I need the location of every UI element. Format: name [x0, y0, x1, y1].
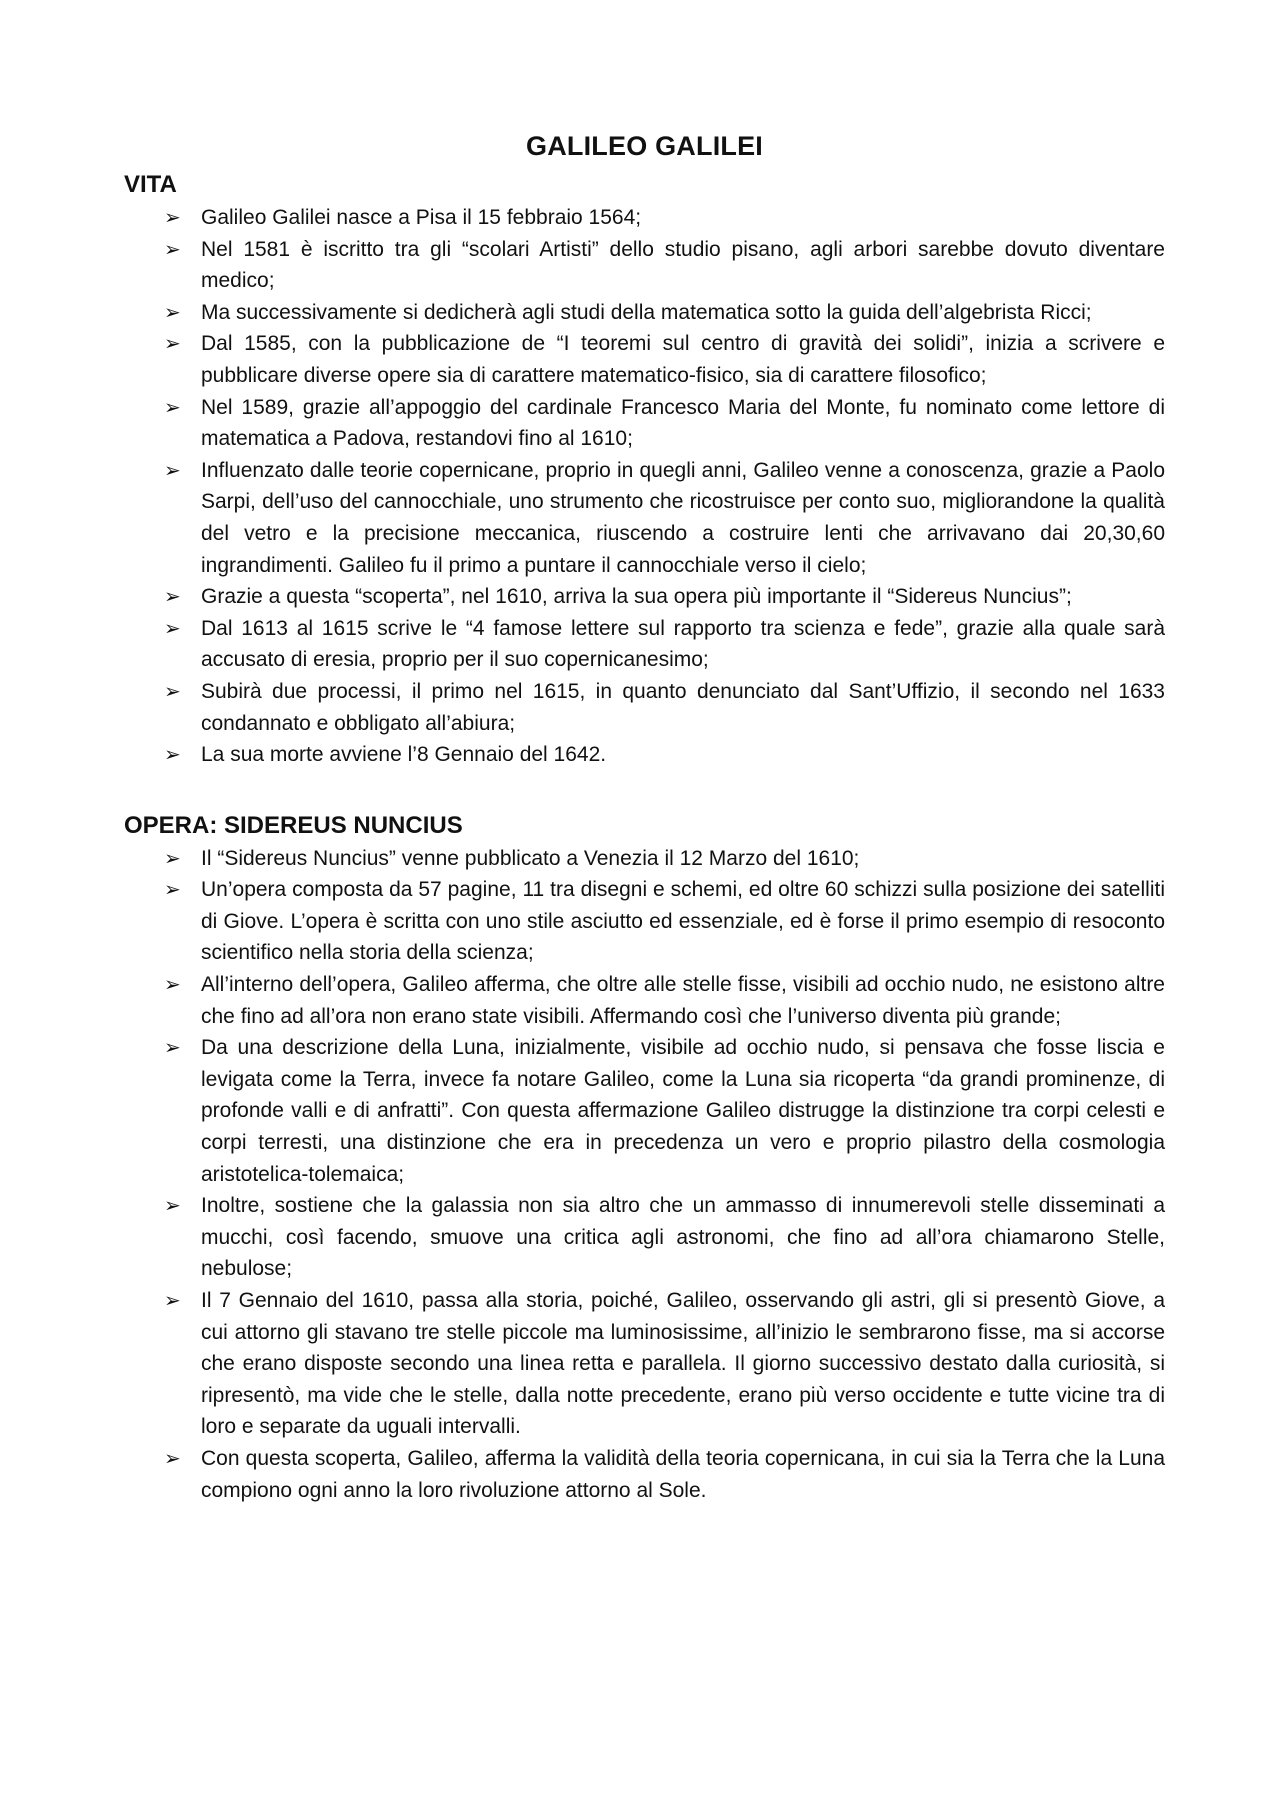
arrowhead-bullet-icon: ➢ [164, 972, 181, 997]
list-item [124, 1032, 1165, 1190]
bullet-list-opera [124, 843, 1165, 1506]
arrowhead-bullet-icon: ➢ [164, 1035, 181, 1060]
arrowhead-bullet-icon: ➢ [164, 394, 181, 419]
list-item-text: All’interno dell’opera, Galileo afferma, che oltre alle stelle fisse, visibili ad occhio nudo, ne esistono altre che fino ad all’ora non erano state visibili. Affermando così che l’universo diventa più grande; [201, 973, 1165, 1028]
list-item-text: La sua morte avviene l’8 Gennaio del 1642. [201, 743, 607, 767]
list-item-text: Il “Sidereus Nuncius” venne pubblicato a Venezia il 12 Marzo del 1610; [201, 846, 860, 870]
list-item-text: Il 7 Gennaio del 1610, passa alla storia, poiché, Galileo, osservando gli astri, gli si presentò Giove, a cui attorno gli stavano tre stelle piccole ma luminosissime, all’inizio le sembrarono fisse, ma si accorse che erano disposte secondo una linea retta e parallela. Il giorno successivo destato dalla curiosità, si ripresentò, ma vide che le stelle, dalla notte precedente, erano più verso occidente e tutte vicine tra di loro e separate da uguali intervalli. [201, 1289, 1165, 1439]
list-item-text: Dal 1613 al 1615 scrive le “4 famose lettere sul rapporto tra scienza e fede”, grazie alla quale sarà accusato di eresia, proprio per il suo copernicanesimo; [201, 616, 1165, 672]
arrowhead-bullet-icon: ➢ [164, 584, 181, 609]
list-item [124, 455, 1165, 581]
bullet-list-vita [124, 202, 1165, 771]
list-item [124, 1443, 1165, 1506]
list-item-text: Nel 1581 è iscritto tra gli “scolari Artisti” dello studio pisano, agli arbori sarebbe dovuto diventare medico; [201, 237, 1165, 293]
section-heading-opera: OPERA: SIDEREUS NUNCIUS [124, 811, 463, 839]
list-item [124, 202, 1165, 234]
list-item-text: Galileo Galilei nasce a Pisa il 15 febbraio 1564; [201, 206, 642, 229]
arrowhead-bullet-icon: ➢ [164, 236, 181, 261]
list-item-text: Ma successivamente si dedicherà agli studi della matematica sotto la guida dell’algebrista Ricci; [201, 300, 1092, 324]
list-item [124, 1190, 1165, 1285]
list-item [124, 676, 1165, 739]
list-item-text: Da una descrizione della Luna, inizialmente, visibile ad occhio nudo, si pensava che fosse liscia e levigata come la Terra, invece fa notare Galileo, come la Luna sia ricoperta “da grandi prominenze, di profonde valli e di anfratti”. Con questa affermazione Galileo distrugge la distinzione tra corpi celesti e corpi terresti, una distinzione che era in precedenza un vero e proprio pilastro della cosmologia aristotelica-tolemaica; [201, 1036, 1165, 1186]
arrowhead-bullet-icon: ➢ [164, 205, 181, 229]
list-item [124, 1285, 1165, 1443]
list-item [124, 969, 1165, 1032]
list-item [124, 328, 1165, 391]
section-heading-vita: VITA [124, 171, 177, 198]
list-item [124, 874, 1165, 969]
arrowhead-bullet-icon: ➢ [164, 457, 181, 482]
arrowhead-bullet-icon: ➢ [164, 1445, 181, 1470]
list-item [124, 581, 1165, 613]
arrowhead-bullet-icon: ➢ [164, 299, 181, 324]
document-title: GALILEO GALILEI [526, 131, 763, 161]
list-item-text: Dal 1585, con la pubblicazione de “I teoremi sul centro di gravità dei solidi”, inizia a scrivere e pubblicare diverse opere sia di carattere matematico-fisico, sia di carattere filosofico; [201, 332, 1165, 387]
list-item-text: Grazie a questa “scoperta”, nel 1610, arriva la sua opera più importante il “Sidereus Nuncius”; [201, 585, 1072, 609]
list-item-text: Con questa scoperta, Galileo, afferma la validità della teoria copernicana, in cui sia la Terra che la Luna compiono ogni anno la loro rivoluzione attorno al Sole. [201, 1446, 1165, 1502]
arrowhead-bullet-icon: ➢ [164, 742, 181, 767]
arrowhead-bullet-icon: ➢ [164, 1288, 181, 1312]
arrowhead-bullet-icon: ➢ [164, 845, 181, 870]
list-item [124, 234, 1165, 297]
arrowhead-bullet-icon: ➢ [164, 331, 181, 356]
list-item [124, 843, 1165, 875]
list-item [124, 739, 1165, 771]
arrowhead-bullet-icon: ➢ [164, 1193, 181, 1218]
arrowhead-bullet-icon: ➢ [164, 877, 181, 902]
list-item [124, 392, 1165, 455]
list-item-text: Influenzato dalle teorie copernicane, proprio in quegli anni, Galileo venne a conoscenza, grazie a Paolo Sarpi, dell’uso del cannocchiale, uno strumento che ricostruisce per conto suo, migliorandone la qualità del vetro e la precisione meccanica, riuscendo a costruire lenti che arrivavano dai 20,30,60 ingrandimenti. Galileo fu il primo a puntare il cannocchiale verso il cielo; [201, 458, 1165, 577]
list-item-text: Nel 1589, grazie all’appoggio del cardinale Francesco Maria del Monte, fu nominato come lettore di matematica a Padova, restandovi fino al 1610; [201, 395, 1165, 451]
list-item-text: Un’opera composta da 57 pagine, 11 tra disegni e schemi, ed oltre 60 schizzi sulla posizione dei satelliti di Giove. L’opera è scritta con uno stile asciutto ed essenziale, ed è forse il primo esempio di resoconto scientifico nella storia della scienza; [201, 878, 1165, 965]
list-item-text: Subirà due processi, il primo nel 1615, in quanto denunciato dal Sant’Uffizio, il secondo nel 1633 condannato e obbligato all’abiura; [201, 679, 1165, 735]
list-item-text: Inoltre, sostiene che la galassia non sia altro che un ammasso di innumerevoli stelle disseminati a mucchi, così facendo, smuove una critica agli astronomi, che fino ad all’ora chiamarono Stelle, nebulose; [201, 1194, 1165, 1281]
arrowhead-bullet-icon: ➢ [164, 615, 181, 640]
arrowhead-bullet-icon: ➢ [164, 678, 181, 703]
list-item [124, 297, 1165, 329]
list-item [124, 613, 1165, 676]
